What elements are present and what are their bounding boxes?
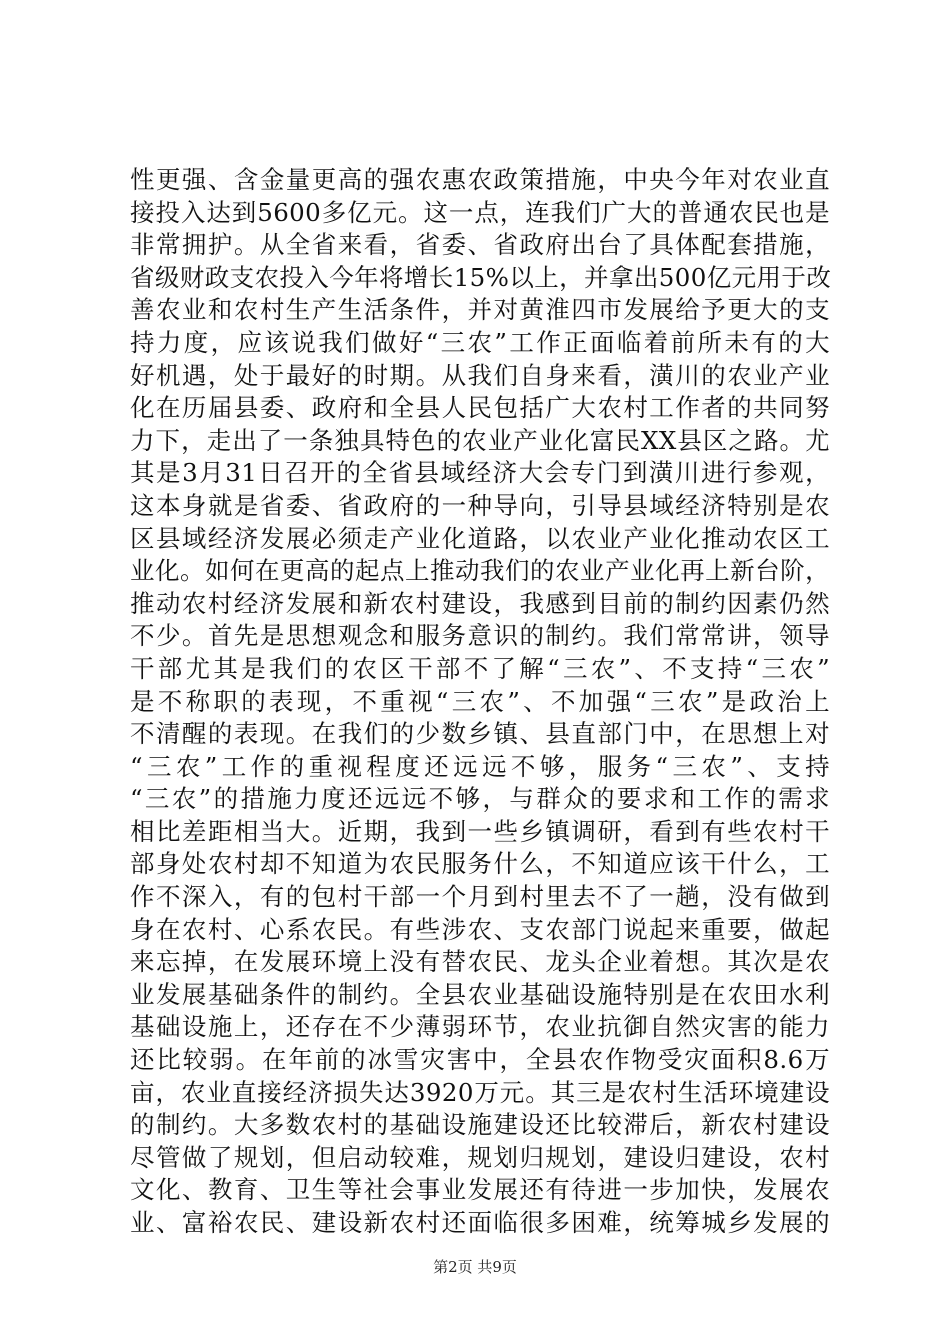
text-line: 文化、教育、卫生等社会事业发展还有待进一步加快，发展农 xyxy=(130,1175,830,1205)
text-line: 不少。首先是思想观念和服务意识的制约。我们常常讲，领导 xyxy=(130,621,830,651)
text-line: 相比差距相当大。近期，我到一些乡镇调研，看到有些农村干 xyxy=(130,816,830,846)
text-line: 性更强、含金量更高的强农惠农政策措施，中央今年对农业直 xyxy=(130,165,830,194)
text-line: 业、富裕农民、建设新农村还面临很多困难，统筹城乡发展的 xyxy=(130,1208,830,1237)
text-line: 来忘掉，在发展环境上没有替农民、龙头企业着想。其次是农 xyxy=(130,947,830,977)
text-line: 好机遇，处于最好的时期。从我们自身来看，潢川的农业产业 xyxy=(130,360,830,390)
text-line: 还比较弱。在年前的冰雪灾害中，全县农作物受灾面积8.6万 xyxy=(130,1045,830,1075)
body-text xyxy=(130,164,830,1240)
text-line: 省级财政支农投入今年将增长15%以上，并拿出500亿元用于改 xyxy=(130,262,832,292)
text-line: “三农”工作的重视程度还远远不够，服务“三农”、支持 xyxy=(130,751,830,781)
text-line: 非常拥护。从全省来看，省委、省政府出台了具体配套措施， xyxy=(130,230,830,260)
text-line: 基础设施上，还存在不少薄弱环节，农业抗御自然灾害的能力 xyxy=(130,1012,830,1042)
text-line: 是不称职的表现，不重视“三农”、不加强“三农”是政治上 xyxy=(130,686,830,716)
text-line: 业化。如何在更高的起点上推动我们的农业产业化再上新台阶， xyxy=(130,556,830,586)
text-line: 作不深入，有的包村干部一个月到村里去不了一趟，没有做到 xyxy=(130,882,830,912)
text-line: 力下，走出了一条独具特色的农业产业化富民XX县区之路。尤 xyxy=(130,425,830,455)
text-line: 推动农村经济发展和新农村建设，我感到目前的制约因素仍然 xyxy=(130,588,830,618)
text-line: 接投入达到5600多亿元。这一点，连我们广大的普通农民也是 xyxy=(130,197,830,227)
text-line: 亩，农业直接经济损失达3920万元。其三是农村生活环境建设 xyxy=(130,1077,830,1107)
text-line: 的制约。大多数农村的基础设施建设还比较滞后，新农村建设 xyxy=(130,1110,830,1140)
text-line: 不清醒的表现。在我们的少数乡镇、县直部门中，在思想上对 xyxy=(130,719,830,749)
text-line: “三农”的措施力度还远远不够，与群众的要求和工作的需求 xyxy=(130,784,830,814)
text-line: 这本身就是省委、省政府的一种导向，引导县域经济特别是农 xyxy=(130,490,830,520)
text-line: 部身处农村却不知道为农民服务什么，不知道应该干什么，工 xyxy=(130,849,830,879)
page-footer: 第2页 共9页 xyxy=(433,1258,517,1276)
text-line: 化在历届县委、政府和全县人民包括广大农村工作者的共同努 xyxy=(130,393,830,423)
text-line: 身在农村、心系农民。有些涉农、支农部门说起来重要，做起 xyxy=(130,914,830,944)
text-line: 其是3月31日召开的全省县域经济大会专门到潢川进行参观， xyxy=(130,458,830,488)
text-line: 善农业和农村生产生活条件，并对黄淮四市发展给予更大的支 xyxy=(130,295,830,325)
text-line: 尽管做了规划，但启动较难，规划归规划，建设归建设，农村 xyxy=(130,1142,830,1172)
text-line: 干部尤其是我们的农区干部不了解“三农”、不支持“三农” xyxy=(130,653,830,683)
text-line: 持力度，应该说我们做好“三农”工作正面临着前所未有的大 xyxy=(130,327,830,357)
text-line: 业发展基础条件的制约。全县农业基础设施特别是在农田水利 xyxy=(130,979,830,1009)
text-line: 区县域经济发展必须走产业化道路，以农业产业化推动农区工 xyxy=(130,523,830,553)
